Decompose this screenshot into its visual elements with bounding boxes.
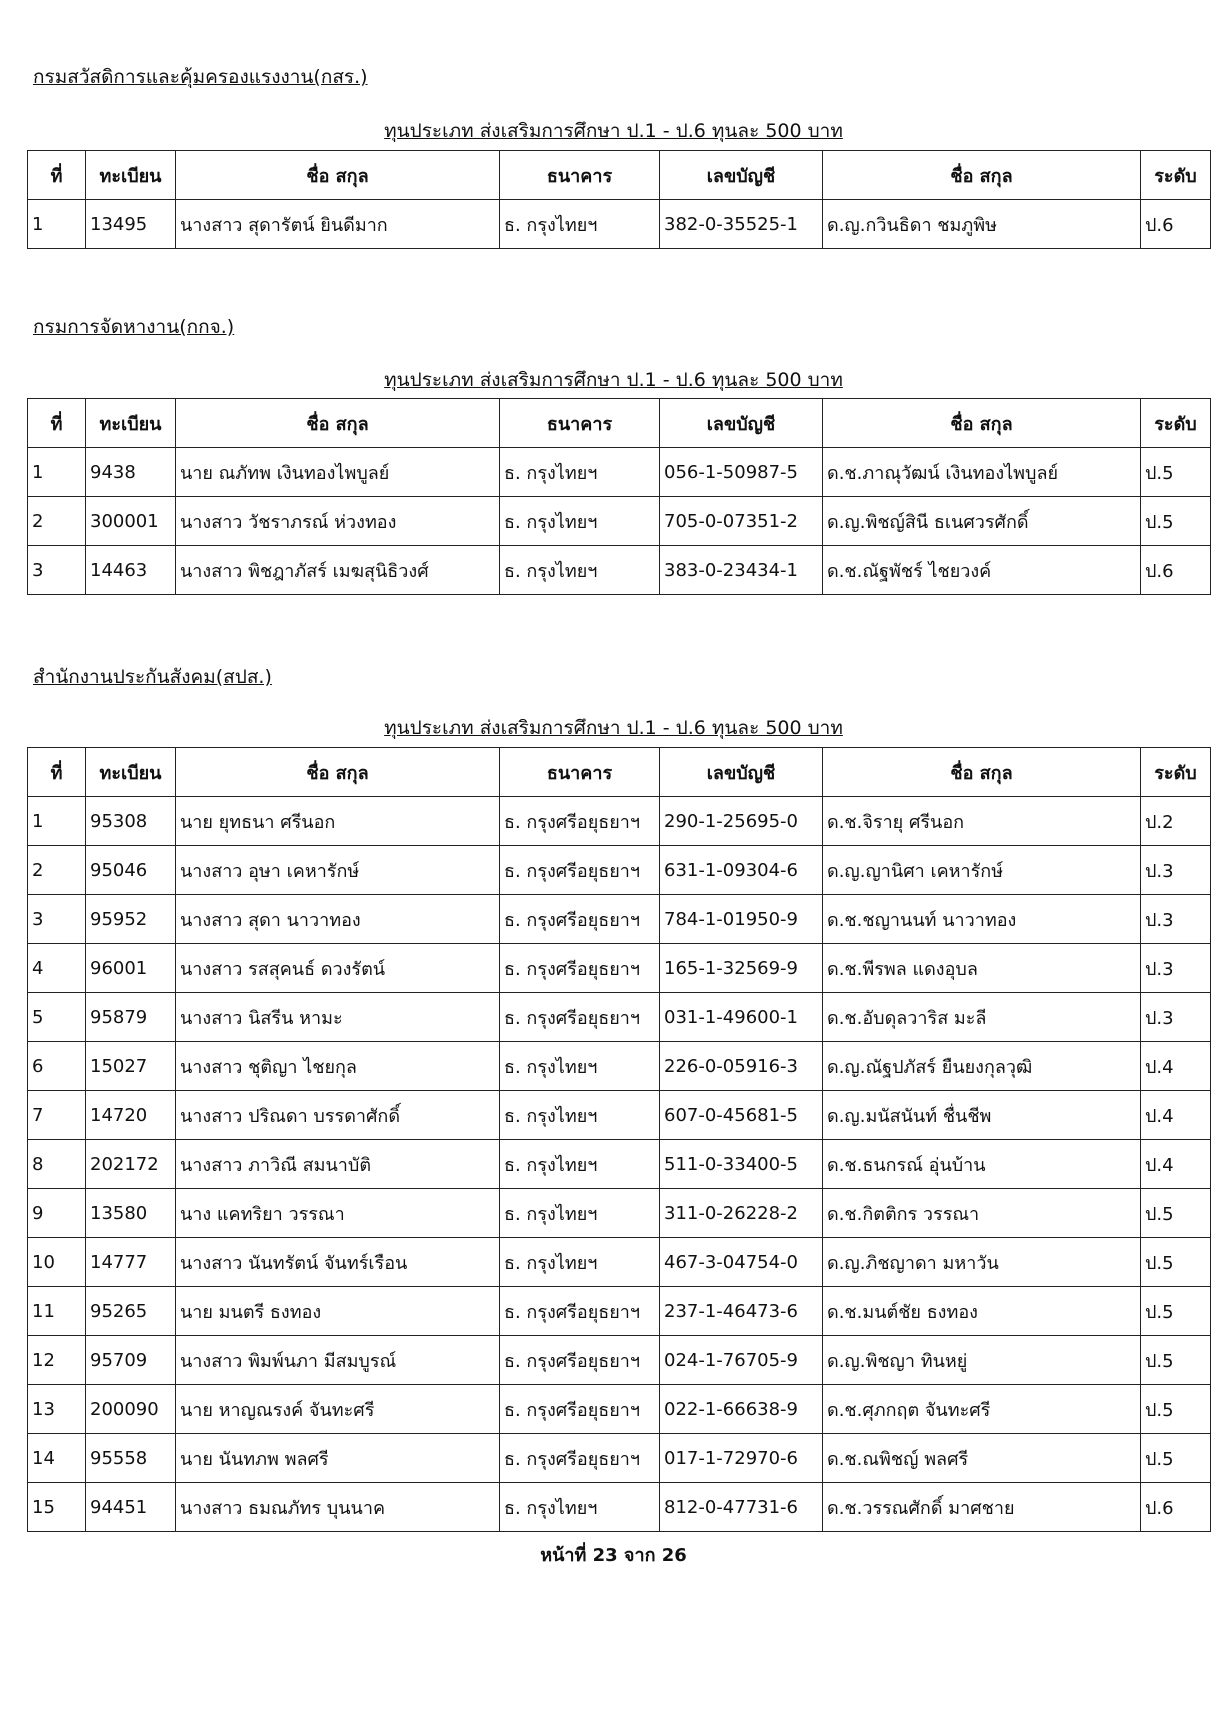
table-cell: ธ. กรุงไทยฯ	[500, 1140, 660, 1189]
table-cell: 382-0-35525-1	[660, 200, 823, 249]
table-row	[28, 1336, 1211, 1385]
table-cell: นาย หาญณรงค์ จันทะศรี	[176, 1385, 500, 1434]
column-header: เลขบัญชี	[660, 748, 823, 797]
table-cell: ด.ญ.ภิชญาดา มหาวัน	[823, 1238, 1141, 1287]
column-header: ธนาคาร	[500, 151, 660, 200]
column-header: เลขบัญชี	[660, 151, 823, 200]
table-row	[28, 993, 1211, 1042]
table-cell: 024-1-76705-9	[660, 1336, 823, 1385]
table-cell: 5	[28, 993, 86, 1042]
table-cell: 2	[28, 846, 86, 895]
table-cell: 383-0-23434-1	[660, 546, 823, 595]
table-cell: นาย นันทภพ พลศรี	[176, 1434, 500, 1483]
table-cell: ด.ช.ณพิชญ์ พลศรี	[823, 1434, 1141, 1483]
table-cell: 202172	[86, 1140, 176, 1189]
table-cell: ป.5	[1141, 1434, 1211, 1483]
table-cell: ธ. กรุงศรีอยุธยาฯ	[500, 846, 660, 895]
table-cell: ด.ช.กิตติกร วรรณา	[823, 1189, 1141, 1238]
column-header: ทะเบียน	[86, 151, 176, 200]
table-row	[28, 1140, 1211, 1189]
table-cell: ธ. กรุงไทยฯ	[500, 1238, 660, 1287]
table-cell: 9	[28, 1189, 86, 1238]
table-cell: 017-1-72970-6	[660, 1434, 823, 1483]
table-cell: ป.4	[1141, 1042, 1211, 1091]
table-cell: 95308	[86, 797, 176, 846]
table-cell: ด.ช.ณัฐพัชร์ ไชยวงค์	[823, 546, 1141, 595]
table-cell: ป.5	[1141, 1336, 1211, 1385]
table-cell: 95952	[86, 895, 176, 944]
table-cell: 13495	[86, 200, 176, 249]
table-cell: 6	[28, 1042, 86, 1091]
section-title: กรมสวัสดิการและคุ้มครองแรงงาน(กสร.)	[33, 66, 368, 88]
table-cell: นางสาว นันทรัตน์ จันทร์เรือน	[176, 1238, 500, 1287]
table-cell: 607-0-45681-5	[660, 1091, 823, 1140]
table-cell: นางสาว พิมพ์นภา มีสมบูรณ์	[176, 1336, 500, 1385]
table-row	[28, 797, 1211, 846]
table-cell: ป.5	[1141, 1189, 1211, 1238]
table-cell: 812-0-47731-6	[660, 1483, 823, 1532]
table-cell: นาง แคทริยา วรรณา	[176, 1189, 500, 1238]
table-cell: 311-0-26228-2	[660, 1189, 823, 1238]
table-cell: ป.4	[1141, 1091, 1211, 1140]
table-row	[28, 1385, 1211, 1434]
table-cell: 96001	[86, 944, 176, 993]
table-cell: ธ. กรุงไทยฯ	[500, 200, 660, 249]
table-cell: ด.ช.จิรายุ ศรีนอก	[823, 797, 1141, 846]
table-cell: ธ. กรุงไทยฯ	[500, 546, 660, 595]
table-cell: ป.3	[1141, 846, 1211, 895]
table-row	[28, 1483, 1211, 1532]
table-cell: 022-1-66638-9	[660, 1385, 823, 1434]
column-header: ที่	[28, 748, 86, 797]
table-cell: นาย มนตรี ธงทอง	[176, 1287, 500, 1336]
column-header: ระดับ	[1141, 399, 1211, 448]
table-header-row	[28, 399, 1211, 448]
table-row	[28, 846, 1211, 895]
table-cell: ธ. กรุงศรีอยุธยาฯ	[500, 1385, 660, 1434]
table-cell: นางสาว รสสุคนธ์ ดวงรัตน์	[176, 944, 500, 993]
table-cell: 237-1-46473-6	[660, 1287, 823, 1336]
scholarship-title: ทุนประเภท ส่งเสริมการศึกษา ป.1 - ป.6 ทุนละ 500 บาท	[384, 717, 843, 739]
table-cell: ป.5	[1141, 1238, 1211, 1287]
table-row	[28, 200, 1211, 249]
table-cell: 784-1-01950-9	[660, 895, 823, 944]
scholarship-title: ทุนประเภท ส่งเสริมการศึกษา ป.1 - ป.6 ทุนละ 500 บาท	[384, 120, 843, 142]
table-cell: 95046	[86, 846, 176, 895]
table-cell: ธ. กรุงศรีอยุธยาฯ	[500, 993, 660, 1042]
table-cell: 13580	[86, 1189, 176, 1238]
column-header: ธนาคาร	[500, 399, 660, 448]
table-cell: ป.6	[1141, 546, 1211, 595]
table-cell: ด.ช.ศุภกฤต จันทะศรี	[823, 1385, 1141, 1434]
table-cell: ด.ช.ธนกรณ์ อุ่นบ้าน	[823, 1140, 1141, 1189]
table-cell: ธ. กรุงไทยฯ	[500, 448, 660, 497]
column-header: ที่	[28, 151, 86, 200]
table-cell: ป.5	[1141, 1385, 1211, 1434]
section-title: กรมการจัดหางาน(กกจ.)	[33, 316, 235, 338]
table-cell: 95265	[86, 1287, 176, 1336]
table-cell: 11	[28, 1287, 86, 1336]
column-header: ชื่อ สกุล	[176, 151, 500, 200]
table-cell: ป.6	[1141, 200, 1211, 249]
table-cell: 15	[28, 1483, 86, 1532]
table-cell: 467-3-04754-0	[660, 1238, 823, 1287]
table-cell: ด.ช.ภาณุวัฒน์ เงินทองไพบูลย์	[823, 448, 1141, 497]
table-cell: 95558	[86, 1434, 176, 1483]
table-cell: 1	[28, 797, 86, 846]
table-row	[28, 497, 1211, 546]
table-cell: ธ. กรุงศรีอยุธยาฯ	[500, 1336, 660, 1385]
table-cell: นางสาว ธมณภัทร บุนนาค	[176, 1483, 500, 1532]
column-header: ทะเบียน	[86, 748, 176, 797]
column-header: ชื่อ สกุล	[823, 748, 1141, 797]
table-cell: 12	[28, 1336, 86, 1385]
table-header-row	[28, 151, 1211, 200]
column-header: ชื่อ สกุล	[176, 399, 500, 448]
section-title: สำนักงานประกันสังคม(สปส.)	[33, 666, 272, 688]
table-cell: 631-1-09304-6	[660, 846, 823, 895]
table-cell: นาย ณภัทพ เงินทองไพบูลย์	[176, 448, 500, 497]
table-cell: ธ. กรุงไทยฯ	[500, 1189, 660, 1238]
column-header: ธนาคาร	[500, 748, 660, 797]
scholarship-title: ทุนประเภท ส่งเสริมการศึกษา ป.1 - ป.6 ทุนละ 500 บาท	[384, 369, 843, 391]
table-cell: ป.5	[1141, 1287, 1211, 1336]
table-row	[28, 1434, 1211, 1483]
table-cell: 95879	[86, 993, 176, 1042]
recipient-table	[27, 747, 1211, 1532]
recipient-table	[27, 398, 1211, 595]
table-cell: 4	[28, 944, 86, 993]
table-cell: ด.ญ.ญานิศา เคหารักษ์	[823, 846, 1141, 895]
table-cell: 290-1-25695-0	[660, 797, 823, 846]
column-header: ที่	[28, 399, 86, 448]
table-cell: ธ. กรุงไทยฯ	[500, 1042, 660, 1091]
table-cell: ป.5	[1141, 448, 1211, 497]
table-cell: ธ. กรุงไทยฯ	[500, 497, 660, 546]
table-cell: ด.ช.ชญานนท์ นาวาทอง	[823, 895, 1141, 944]
table-cell: 165-1-32569-9	[660, 944, 823, 993]
table-cell: 056-1-50987-5	[660, 448, 823, 497]
table-cell: 95709	[86, 1336, 176, 1385]
table-cell: ธ. กรุงศรีอยุธยาฯ	[500, 1434, 660, 1483]
table-cell: ด.ญ.พิชญา ทินหยู่	[823, 1336, 1141, 1385]
table-cell: ธ. กรุงศรีอยุธยาฯ	[500, 944, 660, 993]
table-cell: นางสาว วัชราภรณ์ ห่วงทอง	[176, 497, 500, 546]
table-cell: 300001	[86, 497, 176, 546]
table-cell: 14	[28, 1434, 86, 1483]
table-row	[28, 1189, 1211, 1238]
table-cell: 031-1-49600-1	[660, 993, 823, 1042]
table-cell: ป.3	[1141, 895, 1211, 944]
table-cell: นางสาว นิสรีน หามะ	[176, 993, 500, 1042]
table-cell: ป.4	[1141, 1140, 1211, 1189]
table-cell: นาย ยุทธนา ศรีนอก	[176, 797, 500, 846]
table-cell: ด.ญ.ณัฐปภัสร์ ยืนยงกุลวุฒิ	[823, 1042, 1141, 1091]
table-cell: นางสาว สุดารัตน์ ยินดีมาก	[176, 200, 500, 249]
table-row	[28, 1091, 1211, 1140]
table-cell: 13	[28, 1385, 86, 1434]
table-cell: นางสาว ภาวิณี สมนาบัติ	[176, 1140, 500, 1189]
table-cell: 705-0-07351-2	[660, 497, 823, 546]
table-cell: นางสาว สุดา นาวาทอง	[176, 895, 500, 944]
table-cell: ด.ช.มนต์ชัย ธงทอง	[823, 1287, 1141, 1336]
table-cell: ด.ญ.กวินธิดา ชมภูพิษ	[823, 200, 1141, 249]
table-cell: 1	[28, 448, 86, 497]
table-cell: 511-0-33400-5	[660, 1140, 823, 1189]
column-header: ชื่อ สกุล	[176, 748, 500, 797]
table-cell: 94451	[86, 1483, 176, 1532]
table-cell: 14720	[86, 1091, 176, 1140]
table-cell: 15027	[86, 1042, 176, 1091]
table-cell: 8	[28, 1140, 86, 1189]
table-cell: 14777	[86, 1238, 176, 1287]
table-cell: ป.3	[1141, 944, 1211, 993]
table-cell: 9438	[86, 448, 176, 497]
table-cell: ป.2	[1141, 797, 1211, 846]
table-row	[28, 546, 1211, 595]
table-cell: ป.6	[1141, 1483, 1211, 1532]
table-cell: 2	[28, 497, 86, 546]
table-cell: นางสาว อุษา เคหารักษ์	[176, 846, 500, 895]
table-row	[28, 944, 1211, 993]
table-cell: 14463	[86, 546, 176, 595]
table-cell: นางสาว พิชฎาภัสร์ เมฆสุนิธิวงศ์	[176, 546, 500, 595]
table-cell: 200090	[86, 1385, 176, 1434]
table-cell: นางสาว ปริณดา บรรดาศักดิ์	[176, 1091, 500, 1140]
column-header: เลขบัญชี	[660, 399, 823, 448]
table-cell: 3	[28, 895, 86, 944]
page-footer: หน้าที่ 23 จาก 26	[540, 1545, 687, 1566]
table-cell: 1	[28, 200, 86, 249]
table-cell: ด.ญ.มนัสนันท์ ชื่นชีพ	[823, 1091, 1141, 1140]
table-cell: ด.ช.วรรณศักดิ์ มาศชาย	[823, 1483, 1141, 1532]
recipient-table	[27, 150, 1211, 249]
column-header: ระดับ	[1141, 151, 1211, 200]
column-header: ชื่อ สกุล	[823, 151, 1141, 200]
table-cell: ด.ช.พีรพล แดงอุบล	[823, 944, 1141, 993]
column-header: ชื่อ สกุล	[823, 399, 1141, 448]
table-row	[28, 1287, 1211, 1336]
table-cell: ธ. กรุงศรีอยุธยาฯ	[500, 1287, 660, 1336]
table-cell: ด.ช.อับดุลวาริส มะลี	[823, 993, 1141, 1042]
table-header-row	[28, 748, 1211, 797]
table-row	[28, 895, 1211, 944]
table-cell: ธ. กรุงศรีอยุธยาฯ	[500, 797, 660, 846]
table-cell: 226-0-05916-3	[660, 1042, 823, 1091]
column-header: ระดับ	[1141, 748, 1211, 797]
table-cell: ป.5	[1141, 497, 1211, 546]
table-cell: ด.ญ.พิชญ์สินี ธเนศวรศักดิ์	[823, 497, 1141, 546]
table-cell: 10	[28, 1238, 86, 1287]
table-cell: ธ. กรุงไทยฯ	[500, 1091, 660, 1140]
table-cell: ธ. กรุงศรีอยุธยาฯ	[500, 895, 660, 944]
table-cell: 3	[28, 546, 86, 595]
table-row	[28, 1238, 1211, 1287]
table-cell: นางสาว ชุติญา ไชยกุล	[176, 1042, 500, 1091]
table-cell: ป.3	[1141, 993, 1211, 1042]
column-header: ทะเบียน	[86, 399, 176, 448]
table-cell: 7	[28, 1091, 86, 1140]
table-row	[28, 1042, 1211, 1091]
table-cell: ธ. กรุงไทยฯ	[500, 1483, 660, 1532]
table-row	[28, 448, 1211, 497]
